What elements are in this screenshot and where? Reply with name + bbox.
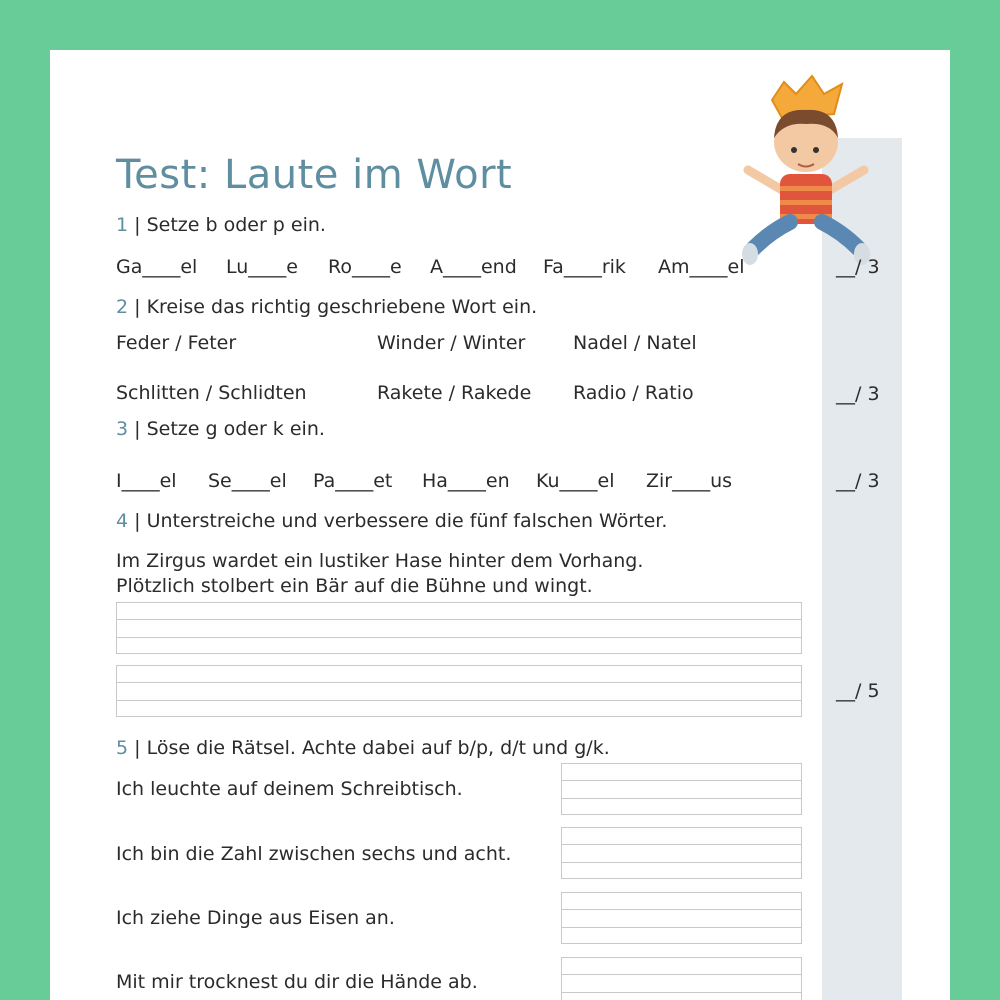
q3-word: Se____el <box>208 470 287 492</box>
question-1-prompt <box>116 214 326 236</box>
riddle-4-answer-lines[interactable] <box>561 957 802 1000</box>
q2-option: Winder / Winter <box>377 332 526 354</box>
question-4-text: | Unterstreiche und verbessere die fünf falschen Wörter. <box>134 510 668 532</box>
writing-lines-1[interactable] <box>116 602 802 654</box>
q2-option: Schlitten / Schlidten <box>116 382 307 404</box>
q2-score: __/ 3 <box>836 383 880 405</box>
question-3-text: | Setze g oder k ein. <box>134 418 325 440</box>
q2-option: Feder / Feter <box>116 332 237 354</box>
question-2-text: | Kreise das richtig geschriebene Wort ein. <box>134 296 538 318</box>
q3-word: I____el <box>116 470 177 492</box>
q4-sentence-2: Plötzlich stolbert ein Bär auf die Bühne und wingt. <box>116 575 593 597</box>
q1-score: __/ 3 <box>836 256 880 278</box>
question-5-prompt <box>116 737 610 759</box>
boy-with-crown-illustration <box>740 72 870 282</box>
q2-option: Nadel / Natel <box>573 332 697 354</box>
riddle-3-answer-lines[interactable] <box>561 892 802 944</box>
q2-option: Radio / Ratio <box>573 382 694 404</box>
question-1-text: | Setze b oder p ein. <box>134 214 326 236</box>
riddle-2: Ich bin die Zahl zwischen sechs und acht. <box>116 843 512 865</box>
riddle-2-answer-lines[interactable] <box>561 827 802 879</box>
riddle-1: Ich leuchte auf deinem Schreibtisch. <box>116 778 463 800</box>
question-3-number: 3 <box>116 418 129 440</box>
q1-word: Lu____e <box>226 256 298 278</box>
q2-option: Rakete / Rakede <box>377 382 532 404</box>
q3-score: __/ 3 <box>836 470 880 492</box>
q1-word: Am____el <box>658 256 745 278</box>
q3-word: Pa____et <box>313 470 393 492</box>
q3-word: Ku____el <box>536 470 615 492</box>
q1-word: Fa____rik <box>543 256 626 278</box>
riddle-4: Mit mir trocknest du dir die Hände ab. <box>116 971 478 993</box>
q3-word: Ha____en <box>422 470 510 492</box>
question-4-prompt <box>116 510 667 532</box>
question-1-number: 1 <box>116 214 129 236</box>
riddle-3: Ich ziehe Dinge aus Eisen an. <box>116 907 395 929</box>
question-5-text: | Löse die Rätsel. Achte dabei auf b/p, d/t und g/k. <box>134 737 610 759</box>
riddle-1-answer-lines[interactable] <box>561 763 802 815</box>
q1-word: A____end <box>430 256 517 278</box>
question-2-number: 2 <box>116 296 129 318</box>
page-title: Test: Laute im Wort <box>116 152 513 198</box>
q1-word: Ga____el <box>116 256 198 278</box>
question-5-number: 5 <box>116 737 129 759</box>
q1-word: Ro____e <box>328 256 402 278</box>
writing-lines-2[interactable] <box>116 665 802 717</box>
worksheet <box>50 50 950 1000</box>
question-2-prompt <box>116 296 537 318</box>
q4-score: __/ 5 <box>836 680 880 702</box>
question-3-prompt <box>116 418 325 440</box>
question-4-number: 4 <box>116 510 129 532</box>
q4-sentence-1: Im Zirgus wardet ein lustiker Hase hinter dem Vorhang. <box>116 550 644 572</box>
q3-word: Zir____us <box>646 470 733 492</box>
